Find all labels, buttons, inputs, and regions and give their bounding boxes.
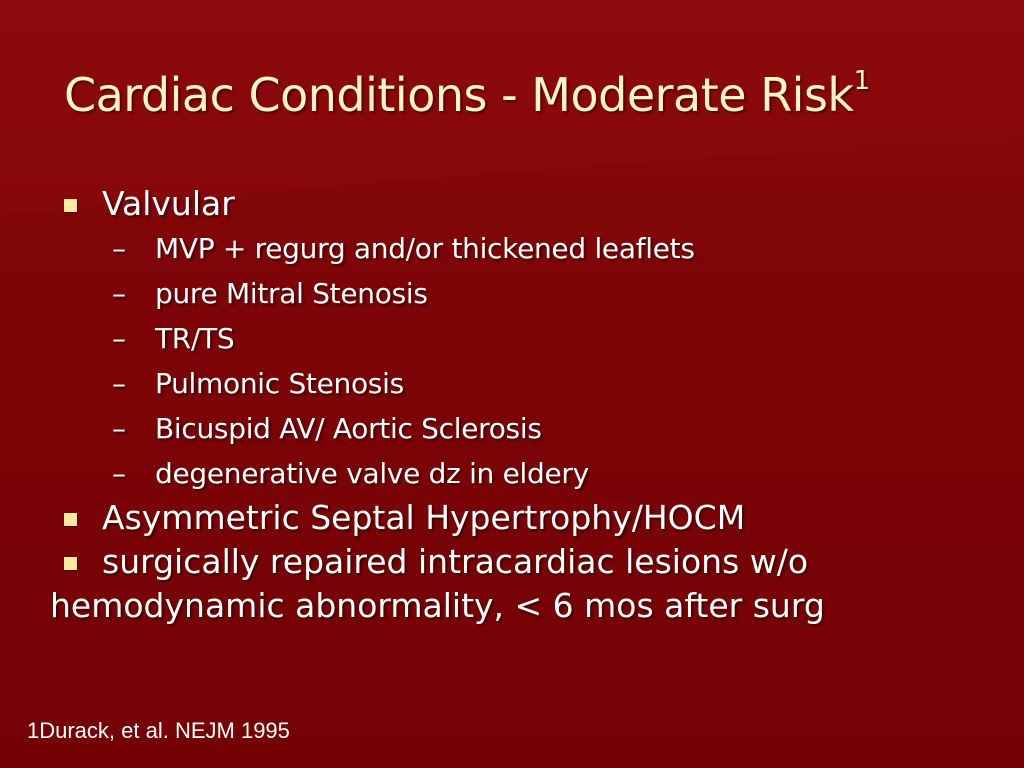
bullet-valvular: [62, 182, 982, 226]
dash-marker: –: [112, 232, 126, 265]
slide-content: [50, 182, 982, 628]
dash-marker: –: [112, 277, 126, 310]
title-footnote-marker: 1: [853, 66, 870, 96]
square-bullet-icon: [64, 199, 77, 212]
sub-bullet-text: TR/TS: [155, 322, 235, 355]
sub-bullet: [62, 271, 982, 316]
sub-bullet-text: pure Mitral Stenosis: [155, 277, 428, 310]
square-bullet-icon: [64, 557, 77, 570]
footnote-citation: 1Durack, et al. NEJM 1995: [27, 718, 290, 743]
sub-bullet: [62, 361, 982, 406]
bullet-text: Valvular: [102, 184, 235, 223]
sub-bullet-text: degenerative valve dz in eldery: [155, 457, 589, 490]
bullet-hocm: [62, 496, 982, 540]
slide-title-text: Cardiac Conditions - Moderate Risk: [64, 68, 854, 122]
bullet-surgical-repair: [50, 540, 982, 628]
sub-bullet-text: Pulmonic Stenosis: [155, 367, 404, 400]
sub-bullet-text: MVP + regurg and/or thickened leaflets: [155, 232, 695, 265]
sub-bullet: [62, 316, 982, 361]
slide-title: [64, 66, 870, 122]
sub-bullet: [62, 226, 982, 271]
bullet-text-line2: hemodynamic abnormality, < 6 mos after surg: [50, 586, 825, 625]
bullet-text: Asymmetric Septal Hypertrophy/HOCM: [102, 498, 746, 537]
sub-bullet: [62, 406, 982, 451]
dash-marker: –: [112, 367, 126, 400]
sub-bullet: [62, 451, 982, 496]
dash-marker: –: [112, 412, 126, 445]
sub-bullet-text: Bicuspid AV/ Aortic Sclerosis: [155, 412, 542, 445]
dash-marker: –: [112, 457, 126, 490]
bullet-text-line1: surgically repaired intracardiac lesions w/o: [102, 542, 809, 581]
dash-marker: –: [112, 322, 126, 355]
square-bullet-icon: [64, 513, 77, 526]
